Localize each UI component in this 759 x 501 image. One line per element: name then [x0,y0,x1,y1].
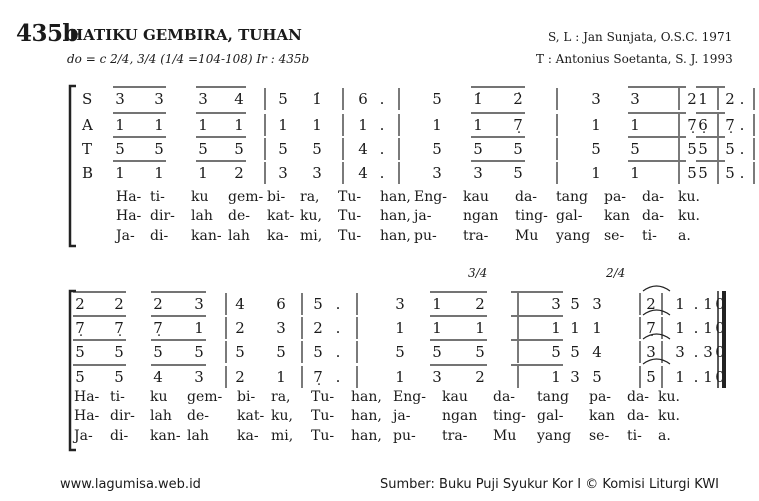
lyric-syllable: Mu [515,228,539,244]
lyric-syllable: da- [642,208,665,224]
note: 1̇ [473,90,483,108]
lyric-syllable: ti- [110,389,125,405]
note: . [739,116,745,134]
note: 1 [630,164,640,182]
note: 1 [276,368,286,386]
lyric-syllable: kan- [150,428,181,444]
lyric-syllable: se- [589,428,610,444]
note: 1 [703,319,713,337]
note: 5 [687,140,697,158]
note: 1 [198,164,208,182]
note: 1 [395,319,405,337]
note: 5 [698,164,708,182]
note: 3 [675,343,685,361]
lyric-syllable: da- [627,408,650,424]
lyric-syllable: da- [627,389,650,405]
note: 1 [703,368,713,386]
note: 2 [75,295,85,313]
note: 5 [513,140,523,158]
note: 2̇ [513,90,523,108]
note: 1 [570,319,580,337]
note: 5 [687,164,697,182]
note: 5 [75,343,85,361]
note: 5 [234,140,244,158]
note: . [693,343,699,361]
note: 1 [675,368,685,386]
note: 5 [312,140,322,158]
lyric-syllable: pu- [393,428,416,444]
note: 5 [591,140,601,158]
lyric-syllable: ku [150,389,168,405]
lyric-syllable: pu- [414,228,437,244]
lyric-syllable: da- [642,189,665,205]
note: 5 [115,140,125,158]
lyric-syllable: bi- [237,389,256,405]
note: . [379,140,385,158]
note: 5 [551,343,561,361]
note: . [693,295,699,313]
note: . [335,295,341,313]
note: 1 [675,319,685,337]
lyric-syllable: di- [150,228,169,244]
lyric-syllable: Tu- [338,208,362,224]
note: 1 [198,116,208,134]
lyric-syllable: dir- [150,208,175,224]
lyric-syllable: kan- [191,228,222,244]
note: 5 [630,140,640,158]
lyric-syllable: ra, [271,389,291,405]
note: 3 [276,319,286,337]
lyric-syllable: ting- [515,208,548,224]
note: 1 [475,319,485,337]
note: 5 [154,140,164,158]
note: 3 [551,295,561,313]
lyric-syllable: tra- [442,428,468,444]
tempo-key-info: do = c 2/4, 3/4 (1/4 =104-108) Ir : 435b [67,52,310,66]
lyric-syllable: de- [187,408,209,424]
note: 5 [278,140,288,158]
note: 5 [278,90,288,108]
note: 6 [276,295,286,313]
lyric-syllable: Mu [493,428,517,444]
note: 7̣ [513,116,523,134]
note: . [335,319,341,337]
note: 7̣ [313,368,323,386]
lyric-syllable: dir- [110,408,135,424]
note: . [379,164,385,182]
note: 1 [551,368,561,386]
note: 1 [395,368,405,386]
lyric-syllable: kan [604,208,630,224]
note: 7̣ [114,319,124,337]
note: 5 [570,343,580,361]
lyric-syllable: yang [556,228,591,244]
lyric-syllable: ku, [271,408,293,424]
note: 7̣ [153,319,163,337]
lyric-syllable: kau [463,189,489,205]
lyric-syllable: ngan [463,208,499,224]
note: 3 [646,343,656,361]
note: . [739,90,745,108]
note: 1 [194,319,204,337]
lyric-syllable: mi, [271,428,294,444]
lyric-syllable: lah [150,408,172,424]
note: 6 [358,90,368,108]
note: 1 [432,295,442,313]
lyric-syllable: Tu- [338,228,362,244]
note: . [693,319,699,337]
note: 3 [570,368,580,386]
lyric-syllable: ti- [627,428,642,444]
lyric-syllable: Ha- [116,208,142,224]
note: 2 [235,368,245,386]
note: 4 [358,140,368,158]
lyric-syllable: han, [351,389,382,405]
note: 3 [591,90,601,108]
note: 5 [198,140,208,158]
lyric-syllable: ku. [658,389,680,405]
note: 1 [675,295,685,313]
lyric-syllable: lah [187,428,209,444]
note: 2 [234,164,244,182]
website-url[interactable]: www.lagumisa.web.id [60,477,201,492]
lyric-syllable: ka- [237,428,259,444]
note: 3 [395,295,405,313]
note: 1 [154,116,164,134]
note: 1 [703,295,713,313]
lyric-syllable: ti- [642,228,657,244]
note: 5 [313,343,323,361]
lyric-syllable: tang [556,189,588,205]
note: 3 [432,164,442,182]
voice-label-a: A [82,116,93,134]
note: 7̣ [687,116,697,134]
note: 5 [475,343,485,361]
note: 7̣ [725,116,735,134]
lyric-syllable: ja- [393,408,411,424]
note: 5 [114,368,124,386]
time-signature-2-4: 2/4 [606,266,626,280]
lyric-syllable: Ja- [116,228,135,244]
note: 5 [395,343,405,361]
note: 2 [235,319,245,337]
note: 1 [312,116,322,134]
lyric-syllable: gem- [228,189,264,205]
note: 3 [194,368,204,386]
source-credit: Sumber: Buku Puji Syukur Kor I © Komisi Liturgi KWI [380,477,720,492]
lyric-syllable: ku, [300,208,322,224]
lyric-syllable: Eng- [414,189,447,205]
note: 1 [698,90,708,108]
note: 1 [358,116,368,134]
lyric-syllable: ku. [678,208,700,224]
note: 1 [551,319,561,337]
note: 5 [313,295,323,313]
note: 5 [114,343,124,361]
note: 0 [715,368,725,386]
lyric-syllable: da- [493,389,516,405]
note: 5 [725,164,735,182]
note: 2 [687,90,697,108]
note: 1 [432,319,442,337]
note: 5 [570,295,580,313]
lyric-syllable: ku. [678,189,700,205]
lyric-syllable: de- [228,208,250,224]
lyric-syllable: han, [351,428,382,444]
lyric-syllable: ngan [442,408,478,424]
lyric-syllable: gal- [537,408,564,424]
note: 2 [646,295,656,313]
lyric-syllable: gem- [187,389,223,405]
tie [643,286,670,291]
note: 3 [154,90,164,108]
note: . [739,164,745,182]
note: 3 [473,164,483,182]
note: 0 [715,343,725,361]
lyric-syllable: lah [191,208,213,224]
note: 1 [278,116,288,134]
lyric-syllable: Tu- [338,189,362,205]
voice-label-t: T [82,140,93,158]
lyric-syllable: Ha- [74,408,100,424]
lyric-syllable: se- [604,228,625,244]
note: 4 [234,90,244,108]
song-title: HATIKU GEMBIRA, TUHAN [69,26,302,44]
lyric-syllable: a. [678,228,691,244]
lyric-syllable: da- [515,189,538,205]
note: 3 [278,164,288,182]
note: 1 [234,116,244,134]
lyric-syllable: kat- [237,408,265,424]
lyric-syllable: han, [380,208,411,224]
note: . [335,368,341,386]
note: 2 [313,319,323,337]
note: 3 [198,90,208,108]
lyric-syllable: han, [380,189,411,205]
note: 6̣ [698,116,708,134]
lyric-syllable: ja- [414,208,432,224]
note: 3 [115,90,125,108]
note: 4 [592,343,602,361]
note: . [379,90,385,108]
note: 1 [432,116,442,134]
voice-label-b: B [82,164,94,182]
note: . [335,343,341,361]
lyric-syllable: pa- [604,189,627,205]
note: 1 [473,116,483,134]
note: 5 [432,343,442,361]
lyric-syllable: ku. [658,408,680,424]
note: 7̣ [646,319,656,337]
note: 2 [475,295,485,313]
note: 1 [591,164,601,182]
note: 1 [591,116,601,134]
note: 5 [194,343,204,361]
note: 5 [276,343,286,361]
lyric-syllable: ra, [300,189,320,205]
note: 0 [715,319,725,337]
note: 3 [592,295,602,313]
lyric-syllable: ku [191,189,209,205]
note: 4 [358,164,368,182]
lyric-syllable: di- [110,428,129,444]
lyric-syllable: kan [589,408,615,424]
note: 5 [153,343,163,361]
lyric-syllable: a. [658,428,671,444]
note: 2 [153,295,163,313]
lyric-syllable: ti- [150,189,165,205]
song-number: 435b [16,20,79,47]
note: . [739,140,745,158]
lyric-syllable: Tu- [311,428,335,444]
lyric-syllable: Eng- [393,389,426,405]
note: 1 [115,116,125,134]
note: 5 [513,164,523,182]
note: 3 [703,343,713,361]
lyric-syllable: Ha- [116,189,142,205]
lyric-syllable: Tu- [311,408,335,424]
note: 3 [432,368,442,386]
system-bracket [70,86,76,246]
lyric-syllable: tra- [463,228,489,244]
lyric-syllable: mi, [300,228,323,244]
note: 5 [646,368,656,386]
note: 3 [630,90,640,108]
note: 4 [235,295,245,313]
lyric-syllable: Ha- [74,389,100,405]
note: . [379,116,385,134]
note: 0 [715,295,725,313]
note: 5 [473,140,483,158]
note: 1̇ [312,90,322,108]
voice-label-s: S [82,90,93,108]
note: . [693,368,699,386]
system-1 [70,86,759,246]
note: 5 [75,368,85,386]
note: 1 [630,116,640,134]
note: 1 [592,319,602,337]
note: 4 [153,368,163,386]
note: 5 [725,140,735,158]
note: 5 [592,368,602,386]
note: 5 [432,90,442,108]
note: 5 [235,343,245,361]
time-signature-3-4: 3/4 [468,266,488,280]
lyric-syllable: lah [228,228,250,244]
credit-t: T : Antonius Soetanta, S. J. 1993 [536,52,733,66]
note: 2 [475,368,485,386]
lyric-syllable: gal- [556,208,583,224]
lyric-syllable: pa- [589,389,612,405]
credit-sl: S, L : Jan Sunjata, O.S.C. 1971 [548,30,733,44]
note: 7̣ [75,319,85,337]
note: 1 [154,164,164,182]
lyric-syllable: kat- [267,208,295,224]
note: 3 [194,295,204,313]
system-2 [70,286,725,450]
note: 2 [114,295,124,313]
note: 5 [432,140,442,158]
note: 2 [725,90,735,108]
lyric-syllable: Tu- [311,389,335,405]
lyric-syllable: han, [380,228,411,244]
lyric-syllable: han, [351,408,382,424]
lyric-syllable: tang [537,389,569,405]
lyric-syllable: bi- [267,189,286,205]
lyric-syllable: yang [537,428,572,444]
lyric-syllable: ting- [493,408,526,424]
lyric-syllable: kau [442,389,468,405]
note: 3 [312,164,322,182]
note: 5 [698,140,708,158]
lyric-syllable: Ja- [74,428,93,444]
lyric-syllable: ka- [267,228,289,244]
note: 1 [115,164,125,182]
